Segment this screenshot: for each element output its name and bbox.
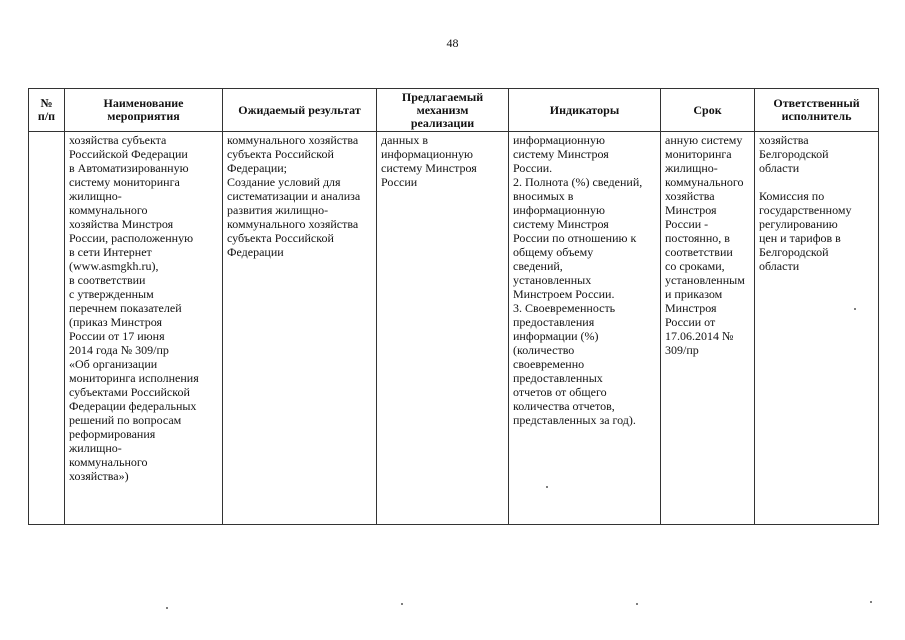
header-indicators: Индикаторы [509, 89, 661, 132]
cell-mechanism: данных в информационную систему Минстроя России [377, 132, 509, 525]
header-responsible: Ответственный исполнитель [755, 89, 879, 132]
table-row [29, 132, 879, 525]
scan-speck [870, 601, 872, 603]
scan-speck [166, 607, 168, 609]
scan-speck [636, 603, 638, 605]
cell-expected-result: коммунального хозяйства субъекта Российской Федерации; Создание условий для систематизации и анализа развития жилищно- коммунального хозяйства субъекта Российской Федерации [223, 132, 377, 525]
header-mechanism: Предлагаемый механизм реализации [377, 89, 509, 132]
header-expected-result: Ожидаемый результат [223, 89, 377, 132]
measures-table [28, 88, 879, 525]
header-term: Срок [661, 89, 755, 132]
page-number: 48 [446, 36, 459, 50]
table-header-row [29, 89, 879, 132]
scan-speck [854, 308, 856, 310]
scan-speck [401, 603, 403, 605]
header-measure-name: Наименование мероприятия [65, 89, 223, 132]
cell-term: анную систему мониторинга жилищно- коммунального хозяйства Минстроя России - постоянно, в соответствии со сроками, установленным и приказом Минстроя России от 17.06.2014 № 309/пр [661, 132, 755, 525]
header-number: № п/п [29, 89, 65, 132]
cell-responsible: хозяйства Белгородской области Комиссия по государственному регулированию цен и тарифов в Белгородской области [755, 132, 879, 525]
cell-indicators: информационную систему Минстроя России. 2. Полнота (%) сведений, вносимых в информационную систему Минстроя России по отношению к общему объему сведений, установленных Минстроем России. 3. Своевременность предоставления информации (%) (количество своевременно предоставленных отчетов от общего количества отчетов, представленных за год). [509, 132, 661, 525]
cell-measure-name: хозяйства субъекта Российской Федерации в Автоматизированную систему мониторинга жилищно- коммунального хозяйства Минстроя России, расположенную в сети Интернет (www.asmgkh.ru), в соответствии с утвержденным перечнем показателей (приказ Минстроя России от 17 июня 2014 года № 309/пр «Об организации мониторинга исполнения субъектами Российской Федерации федеральных решений по вопросам реформирования жилищно- коммунального хозяйства») [65, 132, 223, 525]
cell-number [29, 132, 65, 525]
scan-speck [546, 486, 548, 488]
